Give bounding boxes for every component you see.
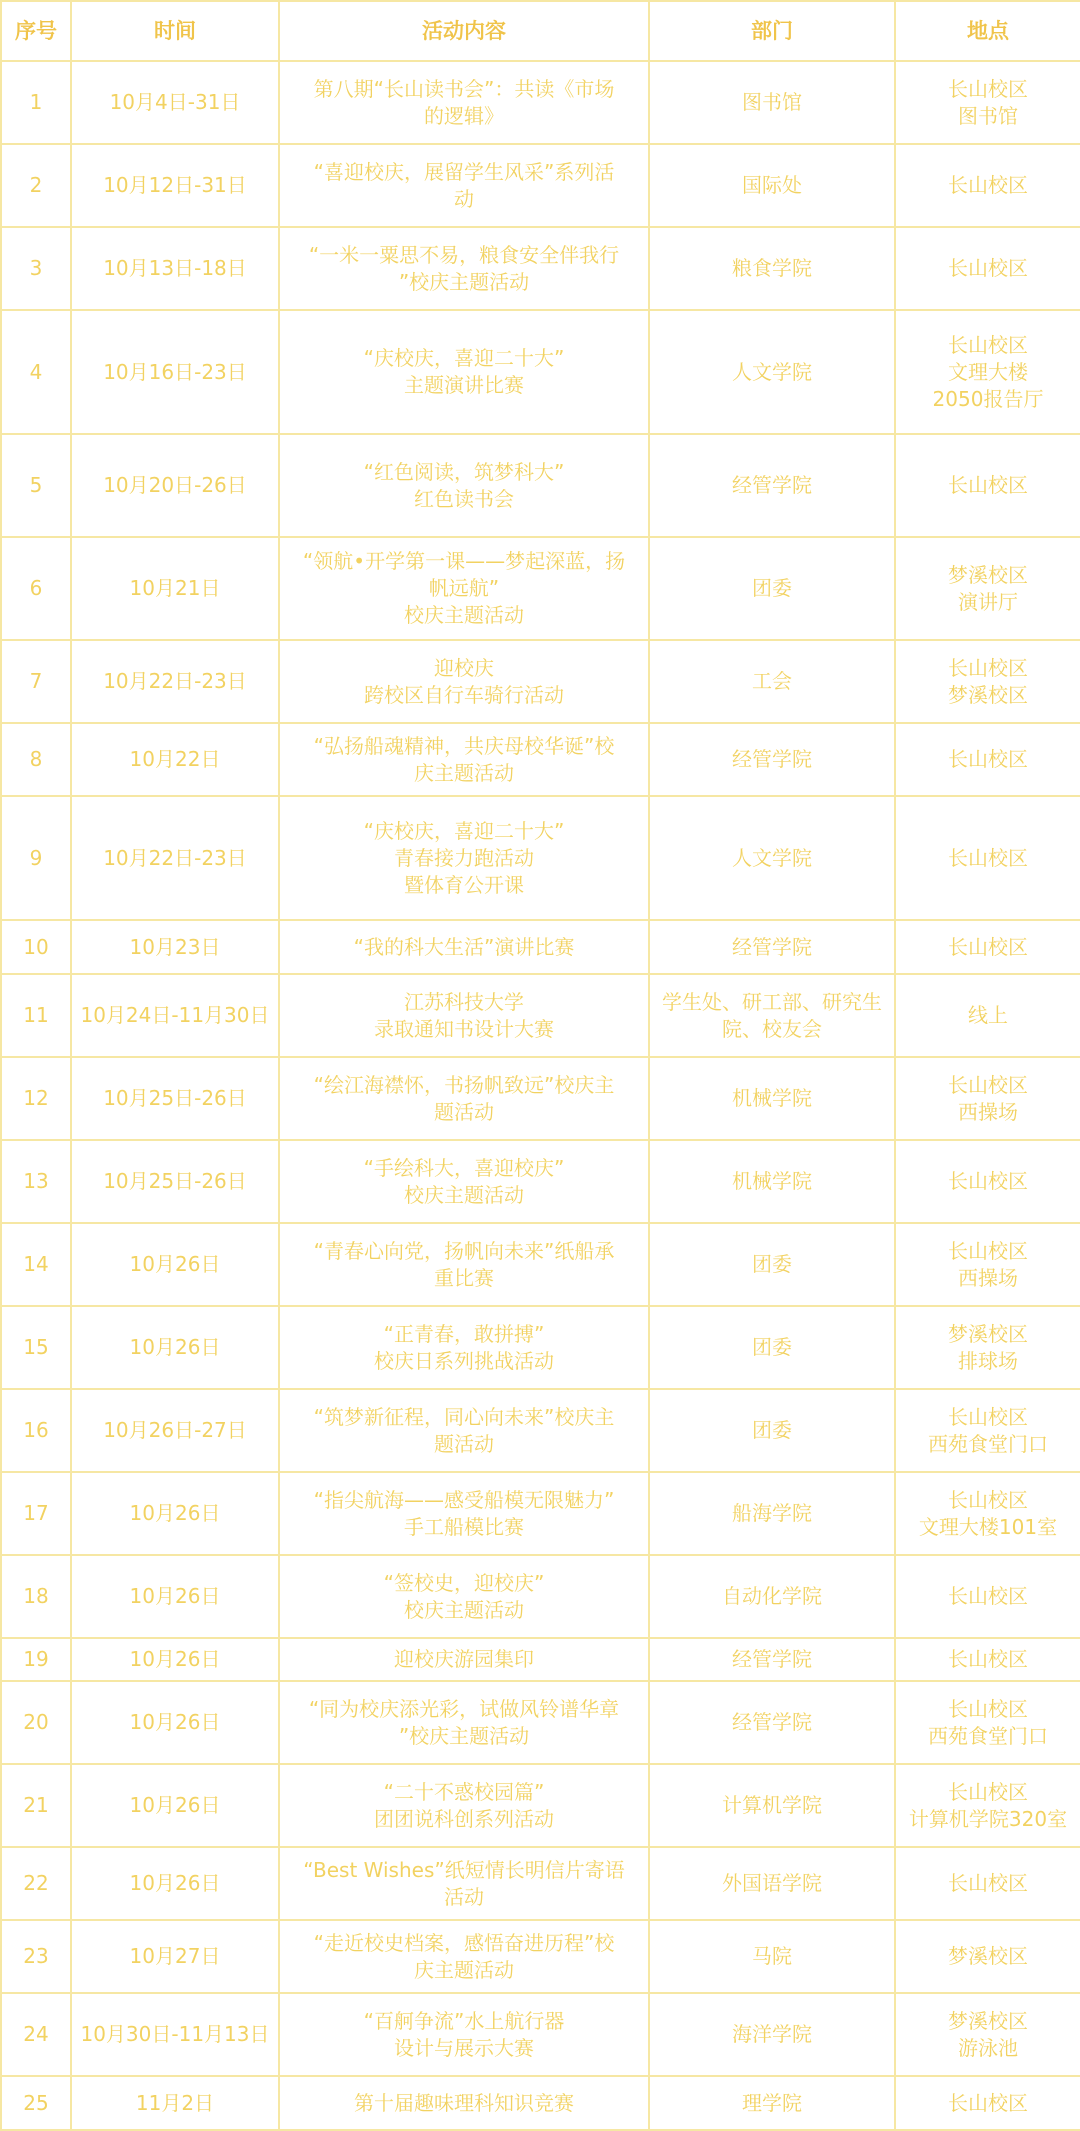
location-cell-line: 长山校区 [948,934,1028,959]
location-cell-line: 长山校区 [948,1584,1028,1608]
location-cell-line: 长山校区 [948,747,1028,771]
time-cell: 10月26日-27日 [71,1389,279,1472]
content-cell-line: “喜迎校庆，展留学生风采”系列活 [313,159,615,184]
department-cell-line: 人文学院 [732,845,812,870]
content-cell-line: ”校庆主题活动 [398,269,530,294]
department-cell [649,537,895,640]
time-cell: 10月26日 [71,1555,279,1638]
location-cell [895,61,1080,144]
department-cell [649,310,895,434]
time-cell: 11月2日 [71,2076,279,2130]
row-number-cell: 13 [1,1140,71,1223]
department-cell [649,1140,895,1223]
location-cell-line: 演讲厅 [958,589,1018,614]
content-cell [279,61,649,144]
table-row [1,61,1080,144]
content-cell-line: 设计与展示大赛 [394,2035,534,2060]
location-cell [895,796,1080,920]
content-cell-line: “庆校庆，喜迎二十大” [363,818,565,843]
location-cell-line: 排球场 [958,1348,1018,1373]
department-cell-line: 学生处、研工部、研究生 [662,989,882,1014]
content-cell-line: 题活动 [434,1431,494,1456]
table-row [1,723,1080,796]
location-cell [895,640,1080,723]
header-cell-no: 序号 [1,1,71,61]
location-cell [895,310,1080,434]
time-cell: 10月22日-23日 [71,640,279,723]
department-cell [649,723,895,796]
department-cell [649,1472,895,1555]
location-cell-line: 长山校区 [948,1487,1028,1512]
content-cell-line: 第八期“长山读书会”：共读《市场 [313,76,615,101]
content-cell-line: 庆主题活动 [414,760,514,785]
department-cell-line: 计算机学院 [722,1793,822,1817]
content-cell-line: 题活动 [434,1099,494,1124]
row-number-cell: 2 [1,144,71,227]
location-cell-line: 文理大楼101室 [918,1514,1058,1539]
location-cell [895,1555,1080,1638]
department-cell-line: 团委 [752,1418,792,1442]
location-cell-line: 长山校区 [948,1404,1028,1429]
content-cell [279,1920,649,1993]
time-cell: 10月26日 [71,1764,279,1847]
content-cell [279,1306,649,1389]
row-number-cell: 12 [1,1057,71,1140]
table-row [1,1389,1080,1472]
table-row [1,1638,1080,1681]
content-cell-line: “庆校庆，喜迎二十大” [363,346,565,370]
table-row [1,227,1080,310]
table-row [1,434,1080,537]
content-cell-line: “手绘科大，喜迎校庆” [363,1155,565,1180]
row-number-cell: 22 [1,1847,71,1920]
time-cell: 10月23日 [71,920,279,974]
location-cell-line: 长山校区 [948,1238,1028,1263]
content-cell [279,1057,649,1140]
time-cell: 10月20日-26日 [71,434,279,537]
time-cell: 10月4日-31日 [71,61,279,144]
location-cell [895,1057,1080,1140]
department-cell-line: 团委 [752,1252,792,1276]
location-cell [895,227,1080,310]
table-body [1,61,1080,2130]
location-cell [895,1681,1080,1764]
content-cell-line: 校庆主题活动 [404,603,524,627]
table-row [1,1472,1080,1555]
table-header-row [1,1,1080,61]
department-cell-line: 机械学院 [732,1169,812,1193]
content-cell-line: 校庆日系列挑战活动 [374,1348,554,1373]
location-cell-line: 长山校区 [948,655,1028,680]
department-cell-line: 国际处 [742,173,802,197]
content-cell-line: 活动 [444,1884,484,1909]
location-cell [895,2076,1080,2130]
location-cell [895,1920,1080,1993]
location-cell-line: 梦溪校区 [948,682,1028,707]
time-cell: 10月26日 [71,1681,279,1764]
content-cell-line: “绘江海襟怀，书扬帆致远”校庆主 [313,1072,615,1097]
table-row [1,1993,1080,2076]
location-cell-line: 文理大楼 [948,359,1028,384]
content-cell-line: 手工船模比赛 [404,1514,524,1539]
location-cell [895,434,1080,537]
row-number-cell: 16 [1,1389,71,1472]
location-cell-line: 梦溪校区 [948,2008,1028,2033]
content-cell [279,2076,649,2130]
content-cell-line: “同为校庆添光彩，试做风铃谱华章 [308,1696,620,1721]
department-cell-line: 经管学院 [732,934,812,959]
row-number-cell: 6 [1,537,71,640]
content-cell-line: “红色阅读，筑梦科大” [363,459,565,484]
department-cell [649,974,895,1057]
row-number-cell: 15 [1,1306,71,1389]
department-cell-line: 经管学院 [732,1647,812,1671]
department-cell-line: 经管学院 [732,473,812,497]
department-cell-line: 院、校友会 [722,1016,822,1041]
table-row [1,1223,1080,1306]
department-cell-line: 团委 [752,576,792,600]
content-cell [279,1472,649,1555]
content-cell [279,1389,649,1472]
content-cell [279,974,649,1057]
location-cell [895,723,1080,796]
location-cell [895,1847,1080,1920]
content-cell-line: 校庆主题活动 [404,1597,524,1622]
row-number-cell: 10 [1,920,71,974]
time-cell: 10月30日-11月13日 [71,1993,279,2076]
row-number-cell: 3 [1,227,71,310]
content-cell-line: 青春接力跑活动 [394,845,534,870]
content-cell-line: “我的科大生活”演讲比赛 [353,934,575,959]
content-cell [279,144,649,227]
location-cell-line: 长山校区 [948,1871,1028,1895]
department-cell-line: 人文学院 [732,359,812,384]
location-cell-line: 梦溪校区 [948,562,1028,587]
content-cell [279,1555,649,1638]
location-cell [895,1140,1080,1223]
content-cell-line: 的逻辑》 [424,103,504,128]
location-cell-line: 线上 [968,1003,1008,1027]
content-cell [279,1993,649,2076]
time-cell: 10月22日 [71,723,279,796]
time-cell: 10月25日-26日 [71,1057,279,1140]
department-cell [649,1223,895,1306]
location-cell-line: 长山校区 [948,1072,1028,1097]
department-cell-line: 粮食学院 [732,256,812,280]
row-number-cell: 25 [1,2076,71,2130]
header-cell-place: 地点 [895,1,1080,61]
department-cell [649,2076,895,2130]
row-number-cell: 7 [1,640,71,723]
table-row [1,1920,1080,1993]
content-cell [279,537,649,640]
location-cell-line: 长山校区 [948,845,1028,870]
department-cell [649,434,895,537]
department-cell-line: 工会 [752,669,792,693]
content-cell [279,227,649,310]
content-cell [279,1764,649,1847]
location-cell [895,1472,1080,1555]
table-row [1,1057,1080,1140]
department-cell [649,640,895,723]
location-cell [895,1389,1080,1472]
department-cell [649,61,895,144]
content-cell-line: “指尖航海——感受船模无限魅力” [313,1487,615,1512]
row-number-cell: 24 [1,1993,71,2076]
header-cell-dept: 部门 [649,1,895,61]
location-cell-line: 西苑食堂门口 [928,1723,1048,1748]
content-cell-line: 校庆主题活动 [404,1182,524,1207]
department-cell-line: 经管学院 [732,747,812,771]
table-row [1,1140,1080,1223]
table-row [1,2076,1080,2130]
content-cell-line: “正青春，敢拼搏” [383,1321,545,1346]
table-row [1,920,1080,974]
department-cell [649,1555,895,1638]
content-cell-line: 暨体育公开课 [404,872,524,897]
content-cell-line: 重比赛 [434,1265,494,1290]
location-cell-line: 长山校区 [948,473,1028,497]
content-cell [279,723,649,796]
content-cell [279,1638,649,1681]
department-cell [649,1389,895,1472]
table-row [1,640,1080,723]
department-cell [649,1920,895,1993]
table-row [1,1306,1080,1389]
content-cell-line: 迎校庆游园集印 [394,1647,534,1671]
location-cell-line: 西操场 [958,1099,1018,1124]
table-row [1,1764,1080,1847]
content-cell-line: “一米一粟思不易，粮食安全伴我行 [308,242,620,267]
content-cell-line: “青春心向党，扬帆向未来”纸船承 [313,1238,615,1263]
location-cell-line: 西操场 [958,1265,1018,1290]
location-cell-line: 西苑食堂门口 [928,1431,1048,1456]
location-cell [895,1764,1080,1847]
department-cell-line: 经管学院 [732,1710,812,1734]
content-cell-line: 跨校区自行车骑行活动 [364,682,564,707]
content-cell-line: “弘扬船魂精神，共庆母校华诞”校 [313,733,615,758]
content-cell-line: “筑梦新征程，同心向未来”校庆主 [313,1404,615,1429]
content-cell-line: 迎校庆 [434,655,494,680]
content-cell [279,310,649,434]
department-cell [649,1638,895,1681]
row-number-cell: 23 [1,1920,71,1993]
location-cell [895,144,1080,227]
department-cell [649,1764,895,1847]
content-cell-line: 主题演讲比赛 [404,373,524,397]
department-cell-line: 外国语学院 [722,1871,822,1895]
department-cell-line: 海洋学院 [732,2022,812,2046]
table-row [1,537,1080,640]
header-cell-content: 活动内容 [279,1,649,61]
content-cell [279,1223,649,1306]
department-cell-line: 图书馆 [742,90,802,114]
location-cell-line: 长山校区 [948,1779,1028,1804]
department-cell-line: 团委 [752,1335,792,1359]
content-cell-line: 江苏科技大学 [404,989,524,1014]
content-cell-line: “百舸争流”水上航行器 [363,2008,565,2033]
time-cell: 10月25日-26日 [71,1140,279,1223]
department-cell [649,227,895,310]
content-cell [279,1847,649,1920]
department-cell-line: 自动化学院 [722,1584,822,1608]
time-cell: 10月26日 [71,1223,279,1306]
row-number-cell: 21 [1,1764,71,1847]
content-cell-line: “领航•开学第一课——梦起深蓝，扬 [302,549,626,573]
department-cell [649,1681,895,1764]
content-cell-line: “签校史，迎校庆” [383,1570,545,1595]
location-cell-line: 梦溪校区 [948,1944,1028,1968]
department-cell-line: 机械学院 [732,1086,812,1110]
table-row [1,1681,1080,1764]
time-cell: 10月22日-23日 [71,796,279,920]
location-cell-line: 长山校区 [948,2090,1028,2115]
table-row [1,144,1080,227]
content-cell-line: “二十不惑校园篇” [383,1779,545,1804]
department-cell-line: 理学院 [742,2090,802,2115]
location-cell-line: 长山校区 [948,1696,1028,1721]
location-cell-line: 长山校区 [948,1647,1028,1671]
location-cell [895,974,1080,1057]
row-number-cell: 9 [1,796,71,920]
location-cell-line: 长山校区 [948,1169,1028,1193]
location-cell-line: 2050报告厅 [932,386,1044,411]
content-cell-line: 帆远航” [428,576,500,600]
time-cell: 10月12日-31日 [71,144,279,227]
row-number-cell: 20 [1,1681,71,1764]
location-cell-line: 长山校区 [948,76,1028,101]
table-row [1,796,1080,920]
department-cell [649,1306,895,1389]
header-cell-time: 时间 [71,1,279,61]
time-cell: 10月16日-23日 [71,310,279,434]
location-cell-line: 长山校区 [948,332,1028,357]
location-cell [895,1993,1080,2076]
row-number-cell: 11 [1,974,71,1057]
time-cell: 10月13日-18日 [71,227,279,310]
row-number-cell: 4 [1,310,71,434]
time-cell: 10月26日 [71,1306,279,1389]
time-cell: 10月26日 [71,1847,279,1920]
location-cell [895,1638,1080,1681]
row-number-cell: 8 [1,723,71,796]
department-cell [649,920,895,974]
row-number-cell: 14 [1,1223,71,1306]
time-cell: 10月27日 [71,1920,279,1993]
row-number-cell: 17 [1,1472,71,1555]
location-cell [895,537,1080,640]
row-number-cell: 19 [1,1638,71,1681]
table-row [1,1847,1080,1920]
content-cell-line: ”校庆主题活动 [398,1723,530,1748]
row-number-cell: 1 [1,61,71,144]
content-cell-line: 录取通知书设计大赛 [374,1016,554,1041]
content-cell [279,796,649,920]
department-cell [649,144,895,227]
location-cell-line: 图书馆 [958,103,1018,128]
table-row [1,310,1080,434]
content-cell-line: 庆主题活动 [414,1957,514,1982]
content-cell [279,1140,649,1223]
department-cell [649,1847,895,1920]
location-cell-line: 游泳池 [958,2035,1018,2060]
content-cell-line: 红色读书会 [414,486,514,511]
time-cell: 10月26日 [71,1638,279,1681]
content-cell [279,1681,649,1764]
location-cell-line: 梦溪校区 [948,1321,1028,1346]
location-cell [895,920,1080,974]
department-cell-line: 马院 [752,1944,792,1968]
content-cell-line: “Best Wishes”纸短情长明信片寄语 [303,1857,625,1882]
time-cell: 10月26日 [71,1472,279,1555]
content-cell [279,434,649,537]
location-cell-line: 长山校区 [948,173,1028,197]
table-row [1,974,1080,1057]
content-cell [279,920,649,974]
time-cell: 10月21日 [71,537,279,640]
content-cell-line: 动 [454,186,474,211]
row-number-cell: 5 [1,434,71,537]
location-cell [895,1223,1080,1306]
row-number-cell: 18 [1,1555,71,1638]
department-cell [649,796,895,920]
location-cell [895,1306,1080,1389]
content-cell-line: 团团说科创系列活动 [374,1806,554,1831]
content-cell-line: “走近校史档案，感悟奋进历程”校 [313,1930,615,1955]
content-cell [279,640,649,723]
table-row [1,1555,1080,1638]
content-cell-line: 第十届趣味理科知识竞赛 [354,2090,574,2115]
department-cell-line: 船海学院 [732,1501,812,1525]
department-cell [649,1993,895,2076]
department-cell [649,1057,895,1140]
location-cell-line: 计算机学院320室 [908,1806,1068,1831]
time-cell: 10月24日-11月30日 [71,974,279,1057]
location-cell-line: 长山校区 [948,256,1028,280]
